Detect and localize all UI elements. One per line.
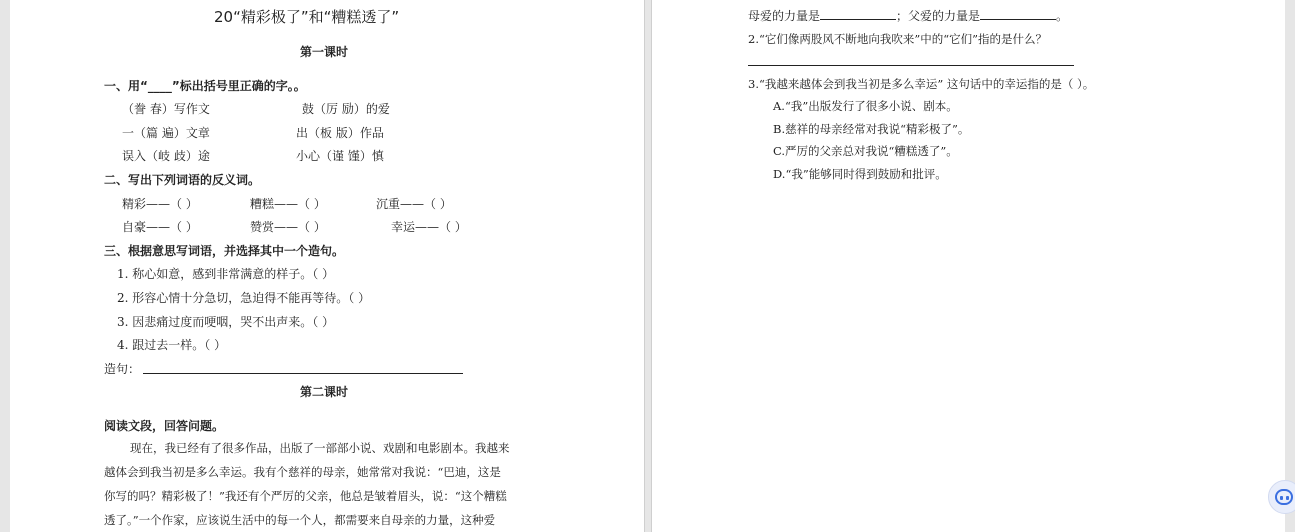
antonym-2: 糟糕——（ ） [250,197,326,211]
option-c: C.严厉的父亲总对我说“糟糕透了”。 [773,144,958,158]
section1-row2-a: 一（篇 遍）文章 [122,126,210,140]
antonym-3: 沉重——（ ） [376,197,452,211]
question1-end: 。 [1056,9,1069,23]
section1-row1-a: （誊 春）写作文 [122,102,210,116]
document-page-left [10,0,645,532]
question1-blank-1 [820,8,896,20]
page-title: 20“精彩极了”和“糟糕透了” [214,8,400,26]
passage-line-2: 越体会到我当初是多么幸运。我有个慈祥的母亲，她常常对我说：“巴迪，这是 [104,465,501,479]
chat-assistant-icon [1275,489,1293,505]
section1-row3-a: 误入（岐 歧）途 [122,149,210,163]
section3-heading: 三、根据意思写词语，并选择其中一个造句。 [104,244,345,258]
passage-line-1: 现在，我已经有了很多作品，出版了一部部小说、戏剧和电影剧本。我越来 [130,441,510,455]
lesson2-heading: 第二课时 [300,385,349,399]
passage-line-4: 透了。”一个作家，应该说生活中的每一个人，都需要来自母亲的力量，这种爱 [104,513,496,527]
definition-item-3: 3. 因悲痛过度而哽咽，哭不出声来。（ ） [117,315,335,329]
section1-heading: 一、用“____”标出括号里正确的字。。 [104,79,306,93]
reading-heading: 阅读文段，回答问题。 [104,419,225,433]
antonym-1: 精彩——（ ） [122,197,198,211]
assistant-button[interactable] [1268,480,1295,514]
antonym-6: 幸运——（ ） [391,220,467,234]
question1-line [748,7,1068,24]
lesson1-heading: 第一课时 [300,45,349,59]
section1-row1-b: 鼓（厉 励）的爱 [302,102,390,116]
definition-item-2: 2. 形容心情十分急切，急迫得不能再等待。（ ） [117,291,371,305]
question2: 2.“它们像两股风不断地向我吹来”中的“它们”指的是什么？ [748,32,1047,46]
antonym-4: 自豪——（ ） [122,220,198,234]
question1-blank-2 [980,8,1056,20]
question1-left: 母爱的力量是 [748,9,821,23]
antonym-5: 赞赏——（ ） [250,220,326,234]
section1-row3-b: 小心（谨 馑）慎 [296,149,384,163]
sentence-label: 造句： [104,362,141,376]
question3: 3.“我越来越体会到我当初是多么幸运” 这句话中的幸运指的是（ ）。 [748,77,1095,91]
option-a: A.“我”出版发行了很多小说、剧本。 [773,99,958,113]
section2-heading: 二、写出下列词语的反义词。 [104,173,261,187]
document-page-right [651,0,1285,532]
definition-item-4: 4. 跟过去一样。（ ） [117,338,227,352]
option-b: B.慈祥的母亲经常对我说“精彩极了”。 [773,122,970,136]
section1-row2-b: 出（板 版）作品 [296,126,384,140]
option-d: D.“我”能够同时得到鼓励和批评。 [773,167,947,181]
passage-line-3: 你写的吗？精彩极了！”我还有个严厉的父亲，他总是皱着眉头，说：“这个糟糕 [104,489,507,503]
definition-item-1: 1. 称心如意，感到非常满意的样子。（ ） [117,267,335,281]
question2-answer-line [748,65,1074,66]
sentence-answer-line [143,373,463,374]
question1-mid: ；父爱的力量是 [896,9,981,23]
